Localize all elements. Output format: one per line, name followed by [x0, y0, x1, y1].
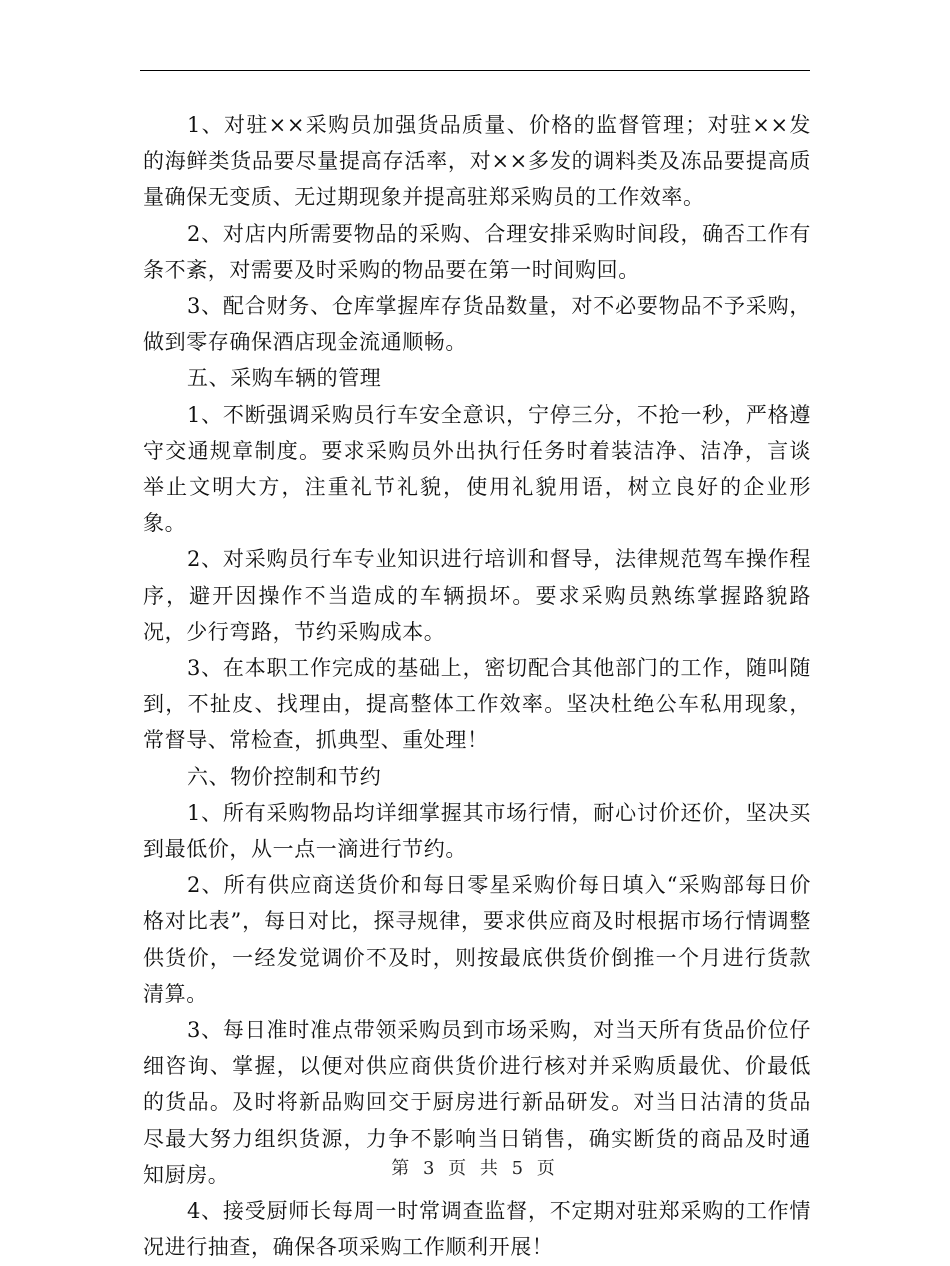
section-heading: 五、采购车辆的管理	[187, 366, 382, 391]
page-number-footer: 第 3 页 共 5 页	[391, 1158, 559, 1179]
header-rule	[140, 70, 810, 71]
paragraph: 3、在本职工作完成的基础上，密切配合其他部门的工作，随叫随到，不扯皮、找理由，提高整体工作效率。坚决杜绝公车私用现象，常督导、常检查，抓典型、重处理！	[143, 656, 811, 753]
paragraph: 1、所有采购物品均详细掌握其市场行情，耐心讨价还价，坚决买到最低价，从一点一滴进行节约。	[143, 800, 811, 862]
paragraph: 2、所有供应商送货价和每日零星采购价每日填入“采购部每日价格对比表”，每日对比，探寻规律，要求供应商及时根据市场行情调整供货价，一经发觉调价不及时，则按最底供货价倒推一个月进行货款清算。	[143, 873, 811, 1006]
paragraph: 1、不断强调采购员行车安全意识，宁停三分，不抢一秒，严格遵守交通规章制度。要求采购员外出执行任务时着装洁净、洁净，言谈举止文明大方，注重礼节礼貌，使用礼貌用语，树立良好的企业形象。	[143, 402, 811, 536]
paragraph: 3、每日准时准点带领采购员到市场采购，对当天所有货品价位仔细咨询、掌握，以便对供应商供货价进行核对并采购质最优、价最低的货品。及时将新品购回交于厨房进行新品研发。对当日沽清的货品尽最大努力组织货源，力争不影响当日销售，确实断货的商品及时通知厨房。	[143, 1018, 811, 1187]
paragraph: 2、对采购员行车专业知识进行培训和督导，法律规范驾车操作程序，避开因操作不当造成的车辆损坏。要求采购员熟练掌握路貌路况，少行弯路，节约采购成本。	[143, 547, 811, 644]
paragraph: 2、对店内所需要物品的采购、合理安排采购时间段，确否工作有条不紊，对需要及时采购的物品要在第一时间购回。	[143, 221, 811, 282]
paragraph: 3、配合财务、仓库掌握库存货品数量，对不必要物品不予采购，做到零存确保酒店现金流通顺畅。	[143, 294, 811, 355]
paragraph: 4、接受厨师长每周一时常调查监督，不定期对驻郑采购的工作情况进行抽查，确保各项采购工作顺利开展！	[143, 1199, 811, 1260]
body-text	[143, 107, 811, 1266]
paragraph: 1、对驻××采购员加强货品质量、价格的监督管理；对驻××发的海鲜类货品要尽量提高存活率，对××多发的调料类及冻品要提高质量确保无变质、无过期现象并提高驻郑采购员的工作效率。	[143, 113, 811, 210]
section-heading: 六、物价控制和节约	[187, 764, 382, 789]
